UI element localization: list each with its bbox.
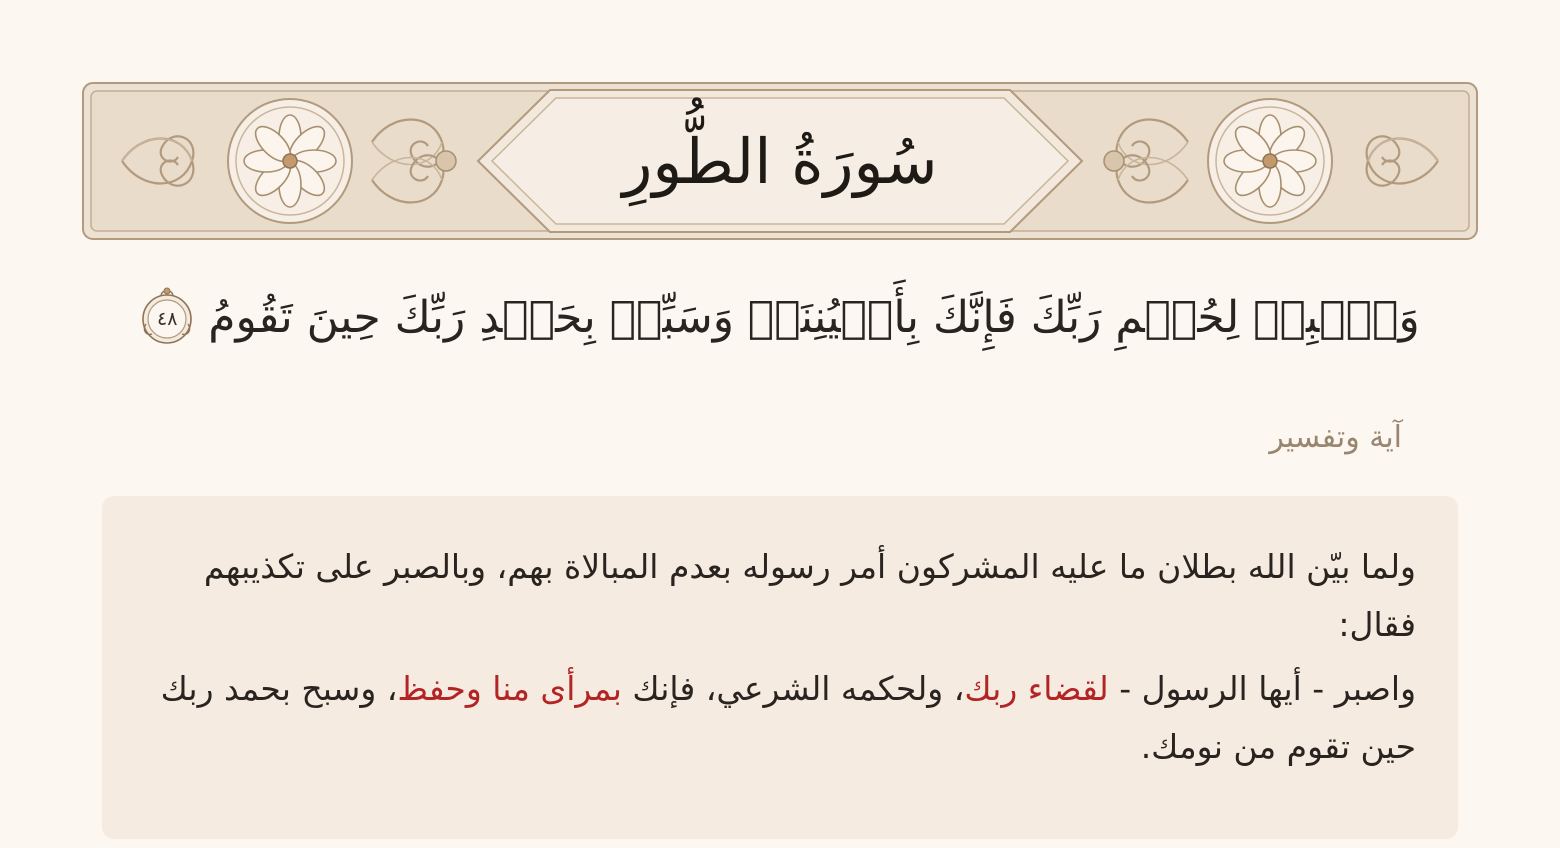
surah-header-banner (82, 82, 1478, 240)
verse-line[interactable] (157, 272, 1420, 362)
surah-title: سُورَةُ الطُّورِ (622, 124, 938, 198)
tafsir-text-1: واصبر - أيها الرسول - (1108, 669, 1416, 708)
tafsir-highlight-2: بمرأى منا وحفظ (397, 669, 622, 708)
tafsir-text-2: ، ولحكمه الشرعي، فإنك (621, 669, 965, 708)
tafsir-explanation (154, 660, 1416, 776)
tafsir-card (102, 496, 1458, 839)
tafsir-text-3: ، وسبح بحمد ربك حين تقوم من نومك. (160, 669, 1416, 766)
ayah-number: ٤٨ (157, 308, 178, 330)
section-label: آية وتفسير (1269, 420, 1402, 455)
verse-text: وَٱصۡبِرۡ لِحُكۡمِ رَبِّكَ فَإِنَّكَ بِأَعۡيُنِنَاۖ وَسَبِّحۡ بِحَمۡدِ رَبِّكَ حِينَ تَقُومُ (208, 291, 1420, 343)
tafsir-intro: ولما بيّن الله بطلان ما عليه المشركون أمر رسوله بعدم المبالاة بهم، وبالصبر على تكذيبهم فقال: (203, 547, 1416, 644)
ayah-number-marker (140, 286, 194, 348)
tafsir-highlight-1: لقضاء ربك (964, 669, 1109, 708)
